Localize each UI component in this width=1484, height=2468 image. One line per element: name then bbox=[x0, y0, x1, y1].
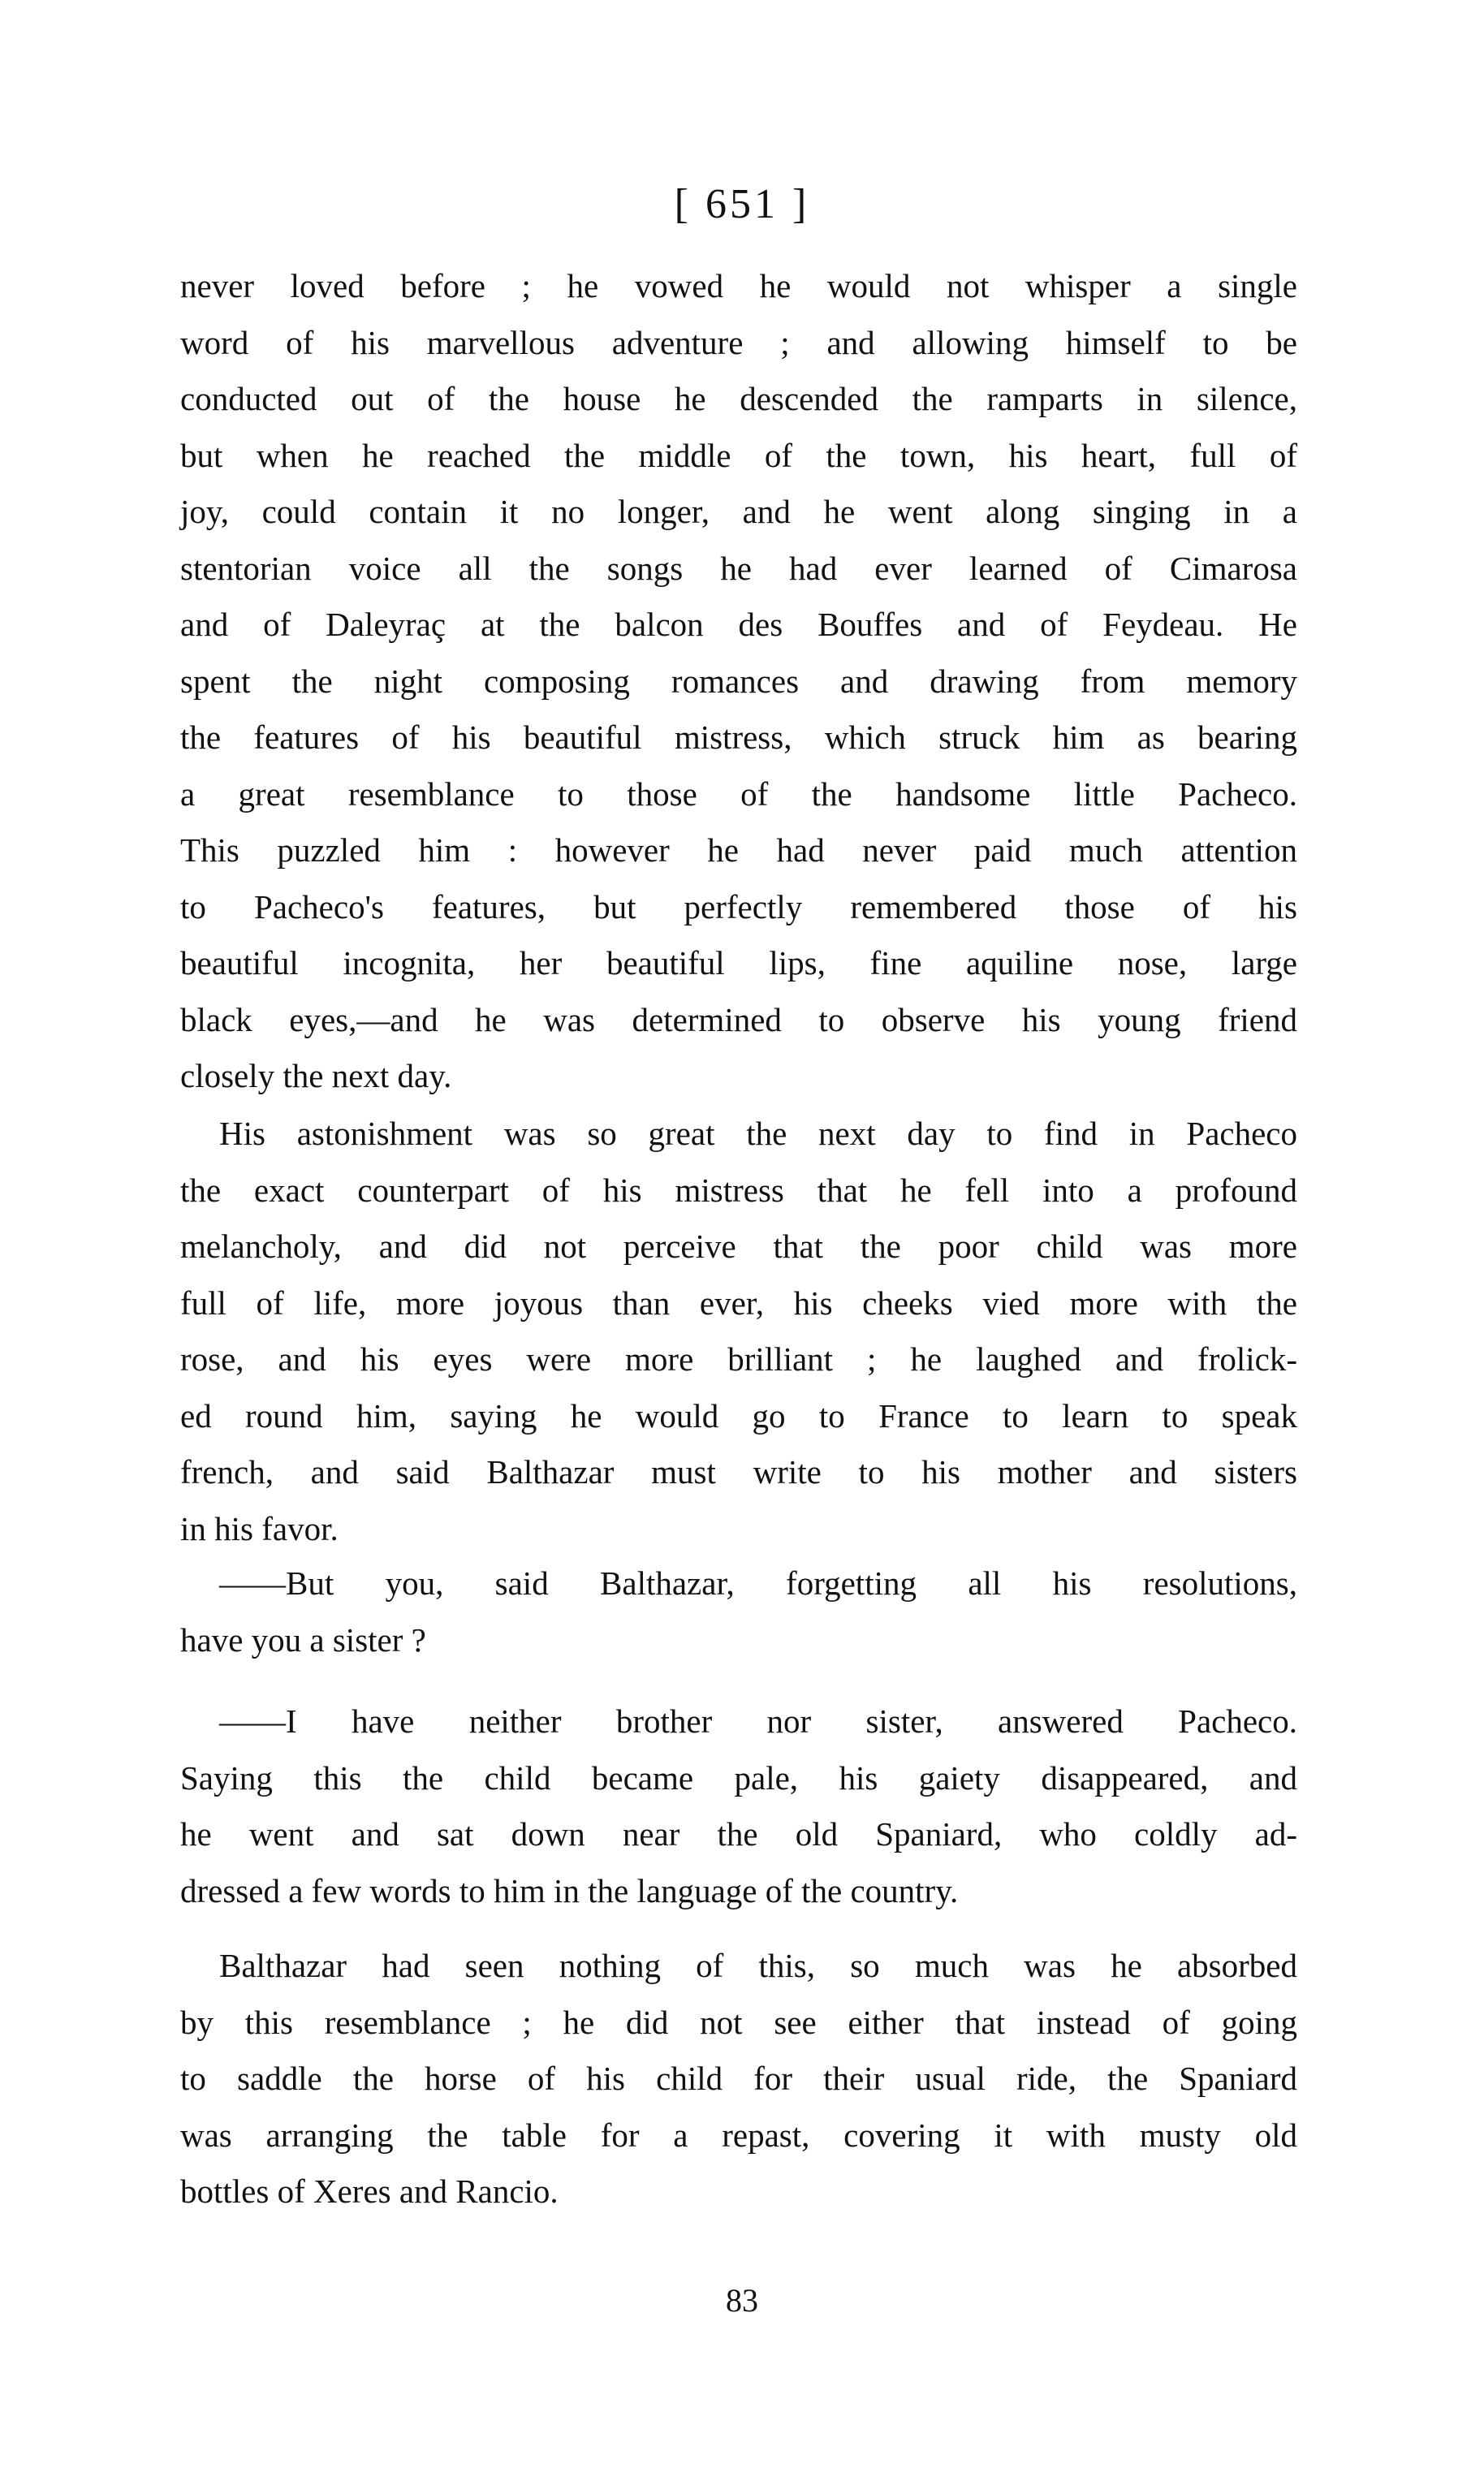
text-line: Saying this the child became pale, his gaiety disappeared, and bbox=[180, 1758, 1297, 1797]
paragraph-5 bbox=[180, 1938, 1297, 2220]
text-line: have you a sister ? bbox=[180, 1620, 426, 1659]
paragraph-4 bbox=[180, 1694, 1297, 1919]
text-line: he went and sat down near the old Spaniard, who coldly ad- bbox=[180, 1815, 1297, 1853]
text-line: but when he reached the middle of the town, his heart, full of bbox=[180, 436, 1297, 474]
text-line: was arranging the table for a repast, covering it with musty old bbox=[180, 2116, 1297, 2154]
page-number-header: [ 651 ] bbox=[674, 181, 810, 227]
text-line: dressed a few words to him in the language of the country. bbox=[180, 1871, 959, 1909]
text-line: ed round him, saying he would go to France to learn to speak bbox=[180, 1396, 1297, 1435]
text-line: a great resemblance to those of the handsome little Pacheco. bbox=[180, 774, 1297, 813]
text-line: spent the night composing romances and drawing from memory bbox=[180, 662, 1297, 700]
text-line: His astonishment was so great the next day to find in Pacheco bbox=[219, 1115, 1297, 1152]
paragraph-3 bbox=[180, 1555, 1297, 1668]
text-line: and of Daleyraç at the balcon des Bouffes and of Feydeau. He bbox=[180, 606, 1297, 643]
text-line: bottles of Xeres and Rancio. bbox=[180, 2172, 559, 2210]
text-line: Balthazar had seen nothing of this, so much was he absorbed bbox=[219, 1947, 1297, 1984]
signature-mark: 83 bbox=[726, 2282, 758, 2319]
paragraph-2 bbox=[180, 1106, 1297, 1557]
text-line: This puzzled him : however he had never paid much attention bbox=[180, 831, 1297, 869]
text-line: full of life, more joyous than ever, his cheeks vied more with the bbox=[180, 1284, 1297, 1322]
text-line: joy, could contain it no longer, and he went along singing in a bbox=[180, 493, 1297, 530]
paragraph-1 bbox=[180, 258, 1297, 1105]
text-line: the features of his beautiful mistress, which struck him as bearing bbox=[180, 718, 1297, 756]
text-line: french, and said Balthazar must write to his mother and sisters bbox=[180, 1453, 1297, 1491]
text-line: rose, and his eyes were more brilliant ; he laughed and frolick- bbox=[180, 1340, 1297, 1378]
text-line: beautiful incognita, her beautiful lips, fine aquiline nose, large bbox=[180, 944, 1297, 982]
text-line: never loved before ; he vowed he would not whisper a single bbox=[180, 267, 1297, 304]
text-line: stentorian voice all the songs he had ever learned of Cimarosa bbox=[180, 549, 1297, 587]
text-line: ——But you, said Balthazar, forgetting all his resolutions, bbox=[219, 1564, 1297, 1602]
text-line: the exact counterpart of his mistress that he fell into a profound bbox=[180, 1171, 1297, 1209]
text-line: melancholy, and did not perceive that the poor child was more bbox=[180, 1228, 1297, 1265]
text-line: to saddle the horse of his child for their usual ride, the Spaniard bbox=[180, 2060, 1297, 2097]
text-line: conducted out of the house he descended the ramparts in silence, bbox=[180, 380, 1297, 417]
text-line: black eyes,—and he was determined to observe his young friend bbox=[180, 1000, 1297, 1038]
text-line: ——I have neither brother nor sister, answered Pacheco. bbox=[219, 1702, 1297, 1740]
text-line: by this resemblance ; he did not see either that instead of going bbox=[180, 2003, 1297, 2041]
text-line: in his favor. bbox=[180, 1509, 339, 1547]
text-line: closely the next day. bbox=[180, 1057, 452, 1094]
text-line: word of his marvellous adventure ; and allowing himself to be bbox=[180, 323, 1297, 361]
text-line: to Pacheco's features, but perfectly remembered those of his bbox=[180, 887, 1297, 926]
